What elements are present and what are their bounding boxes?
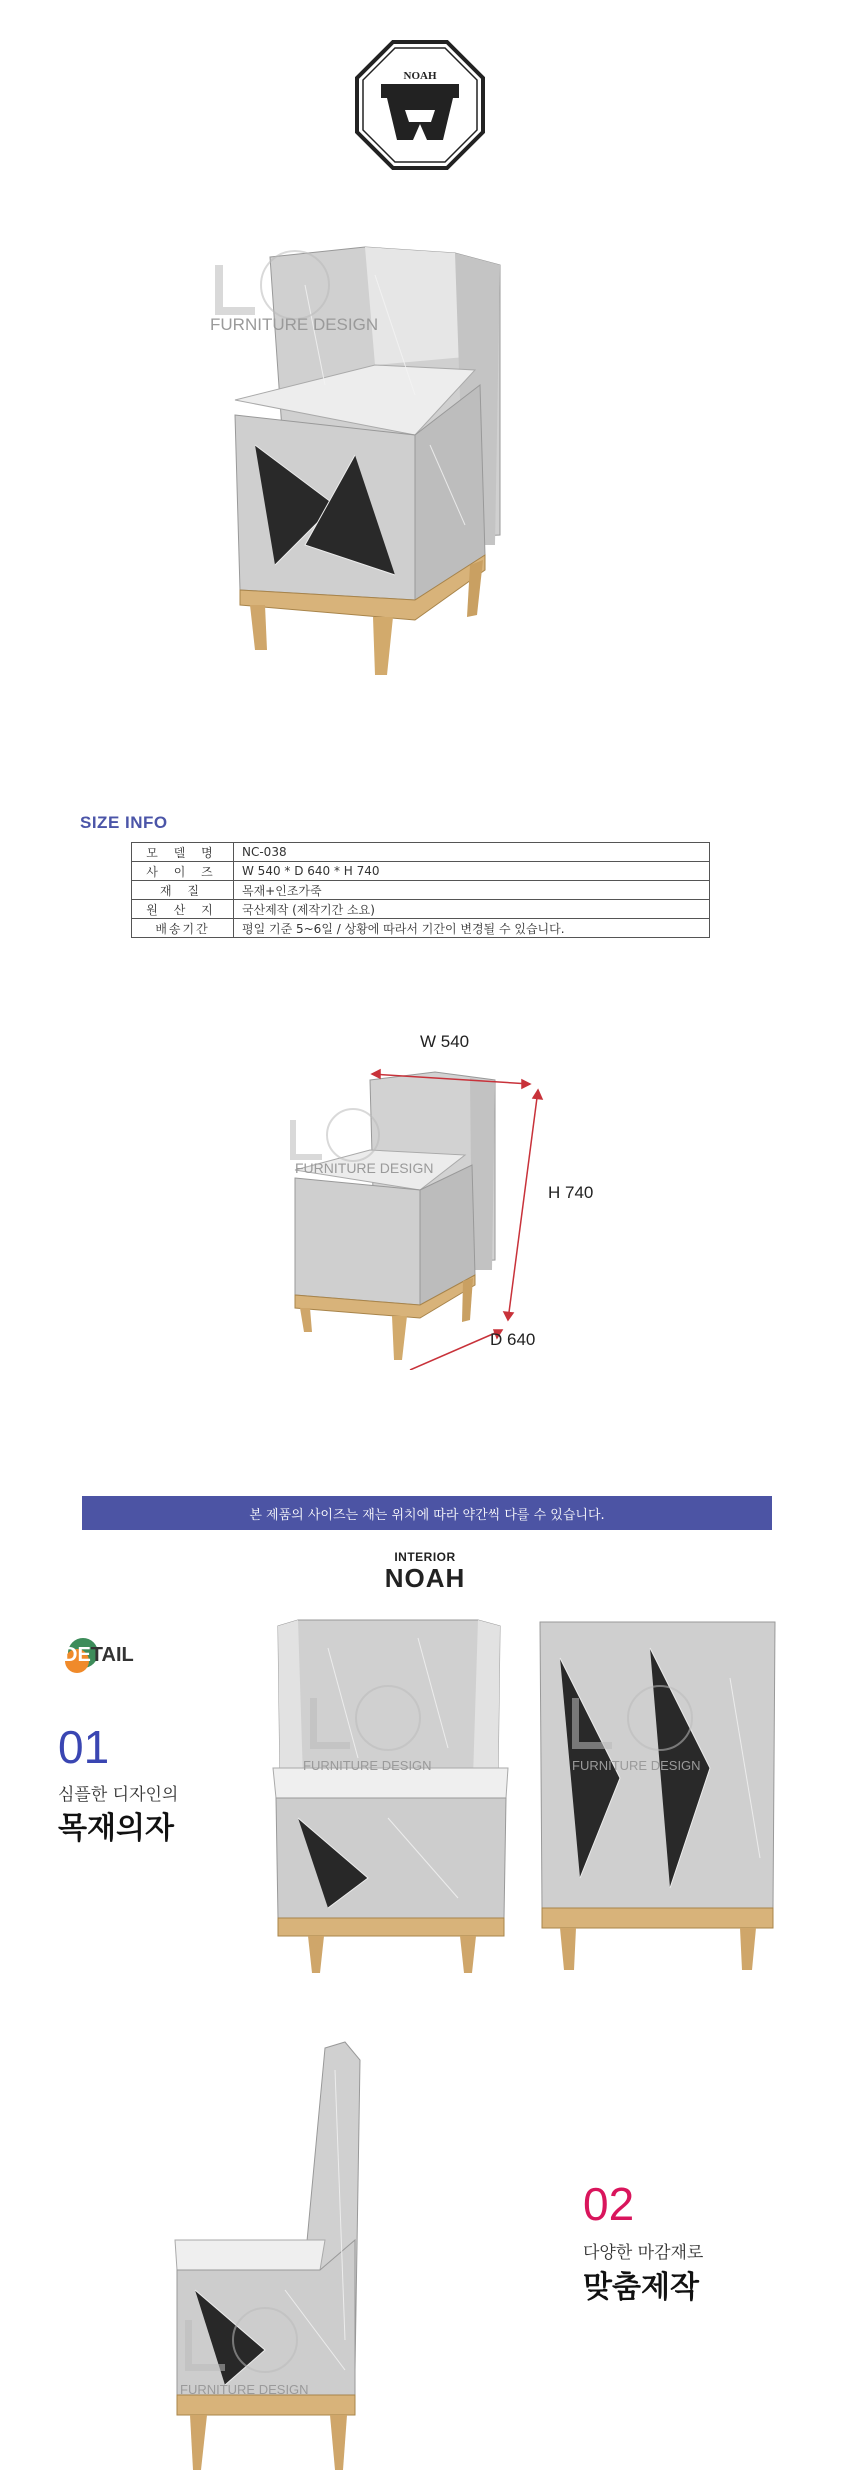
watermark-text: FURNITURE DESIGN: [303, 1758, 432, 1773]
spec-value: 평일 기준 5~6일 / 상황에 따라서 기간이 변경될 수 있습니다.: [234, 919, 710, 938]
watermark-text: FURNITURE DESIGN: [572, 1758, 701, 1773]
spec-key: 재 질: [132, 881, 234, 900]
size-info-table: [131, 842, 710, 938]
detail-tail: TAIL: [90, 1644, 134, 1666]
spec-key: 배송기간: [132, 919, 234, 938]
point-1-number: 01: [58, 1721, 110, 1773]
watermark-text: FURNITURE DESIGN: [180, 2382, 309, 2397]
point-1-title: 목재의자: [58, 1811, 174, 1846]
spec-key: 모 델 명: [132, 843, 234, 862]
noah-logo: [355, 40, 485, 170]
detail-de: DE: [63, 1644, 91, 1666]
spec-value: 국산제작 (제작기간 소요): [234, 900, 710, 919]
spec-value: W 540 * D 640 * H 740: [234, 862, 710, 881]
table-row: [132, 881, 710, 900]
detail-label: [63, 1644, 134, 1667]
spec-value: 목재+인조가죽: [234, 881, 710, 900]
main-chair-photo: [210, 245, 605, 675]
table-row: [132, 843, 710, 862]
dimension-chair-photo: [280, 1060, 600, 1370]
interior-label: INTERIOR: [394, 1550, 456, 1564]
table-row: [132, 900, 710, 919]
table-row: [132, 919, 710, 938]
point-2-subtitle: 다양한 마감재로: [583, 2243, 704, 2263]
size-info-title: SIZE INFO: [80, 813, 168, 832]
point-2-number: 02: [583, 2178, 635, 2230]
watermark-text: FURNITURE DESIGN: [210, 315, 379, 334]
logo-text: NOAH: [403, 70, 437, 82]
interior-brand: NOAH: [384, 1563, 466, 1593]
table-row: [132, 862, 710, 881]
dimension-height-label: H 740: [548, 1183, 594, 1202]
size-notice-bar: 본 제품의 사이즈는 재는 위치에 따라 약간씩 다를 수 있습니다.: [82, 1496, 772, 1530]
spec-key: 원 산 지: [132, 900, 234, 919]
point-2-title: 맞춤제작: [583, 2270, 699, 2305]
spec-value: NC-038: [234, 843, 710, 862]
dimension-depth-label: D 640: [490, 1330, 536, 1349]
spec-key: 사 이 즈: [132, 862, 234, 881]
detail-back-photo: [530, 1618, 785, 1988]
detail-side-photo: [145, 2040, 435, 2480]
watermark-text: FURNITURE DESIGN: [295, 1160, 434, 1176]
detail-front-photo: [268, 1618, 518, 1988]
point-1-subtitle: 심플한 디자인의: [58, 1785, 179, 1805]
dimension-width-label: W 540: [420, 1032, 470, 1051]
